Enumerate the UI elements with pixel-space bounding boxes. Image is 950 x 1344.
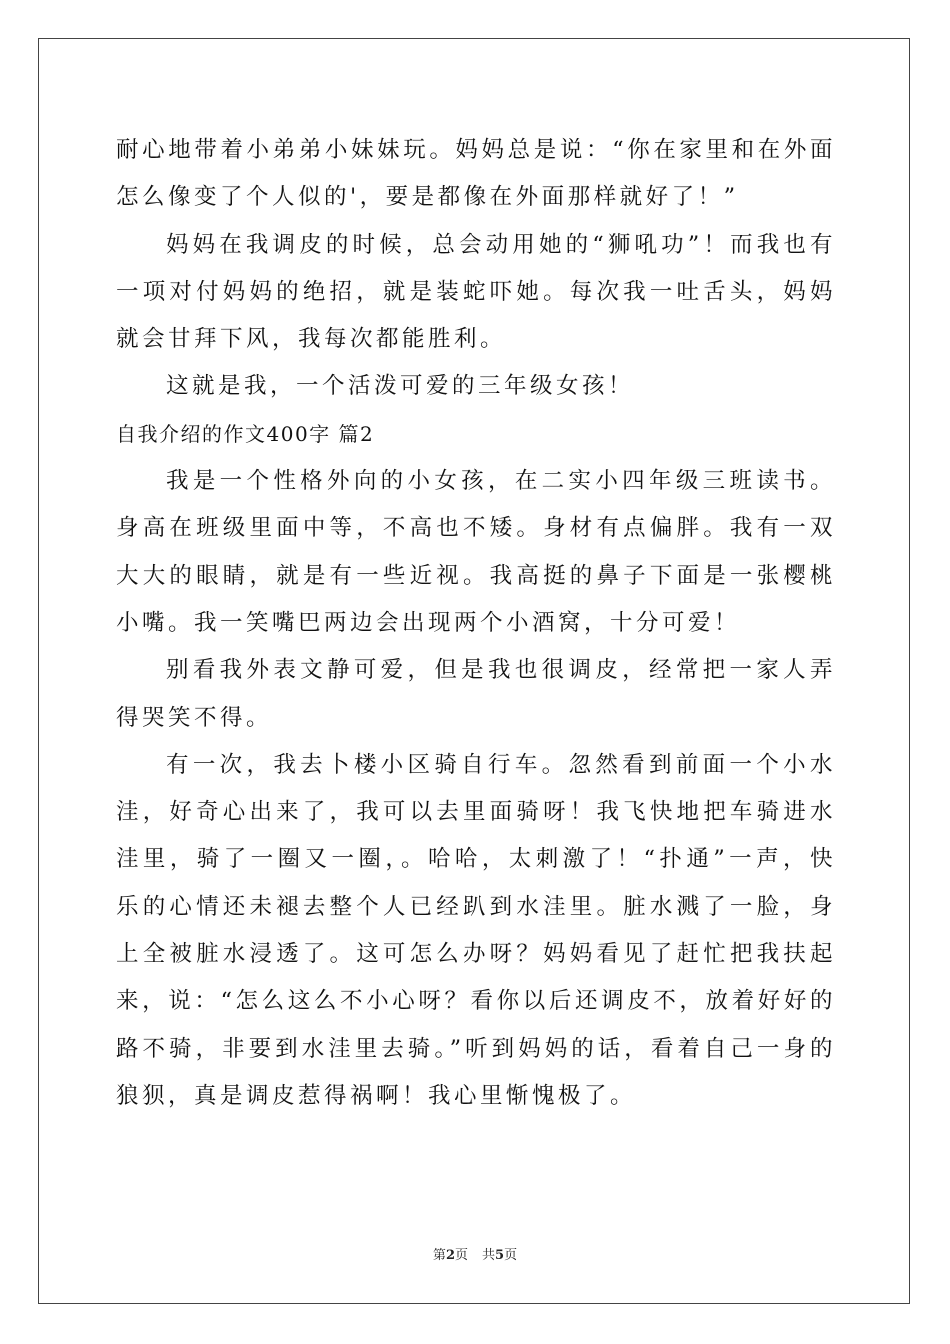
paragraph-continuation: 耐心地带着小弟弟小妹妹玩。妈妈总是说：“你在家里和在外面怎么像变了个人似的'，要是都像在外面那样就好了！”	[116, 137, 836, 211]
paragraph: 这就是我，一个活泼可爱的三年级女孩！	[166, 373, 635, 400]
total-suffix: 页	[504, 1248, 518, 1263]
page-prefix: 第	[432, 1248, 446, 1263]
document-body	[116, 127, 836, 1120]
paragraph: 我是一个性格外向的小女孩，在二实小四年级三班读书。身高在班级里面中等，不高也不矮。身材有点偏胖。我有一双大大的眼睛，就是有一些近视。我高挺的鼻子下面是一张樱桃小嘴。我一笑嘴巴两边会出现两个小酒窝，十分可爱！	[116, 468, 836, 636]
current-page-number: 2	[445, 1248, 455, 1263]
total-page-number: 5	[495, 1248, 505, 1263]
section-heading: 自我介绍的作文400字 篇2	[116, 421, 375, 446]
paragraph: 妈妈在我调皮的时候，总会动用她的“狮吼功”！而我也有一项对付妈妈的绝招，就是装蛇吓她。每次我一吐舌头，妈妈就会甘拜下风，我每次都能胜利。	[116, 231, 836, 353]
page-suffix: 页	[454, 1248, 468, 1263]
paragraph: 别看我外表文静可爱，但是我也很调皮，经常把一家人弄得哭笑不得。	[116, 657, 836, 731]
paragraph: 有一次，我去卜楼小区骑自行车。忽然看到前面一个小水洼，好奇心出来了，我可以去里面骑呀！我飞快地把车骑进水洼里，骑了一圈又一圈，。哈哈，太刺激了！“扑通”一声，快乐的心情还未褪去整个人已经趴到水洼里。脏水溅了一脸，身上全被脏水浸透了。这可怎么办呀？妈妈看见了赶忙把我扶起来，说：“怎么这么不小心呀？看你以后还调皮不，放着好好的路不骑，非要到水洼里去骑。”听到妈妈的话，看着自己一身的狼狈，真是调皮惹得祸啊！我心里惭愧极了。	[116, 751, 836, 1109]
total-prefix: 共	[482, 1248, 496, 1263]
page-footer	[0, 1247, 950, 1265]
